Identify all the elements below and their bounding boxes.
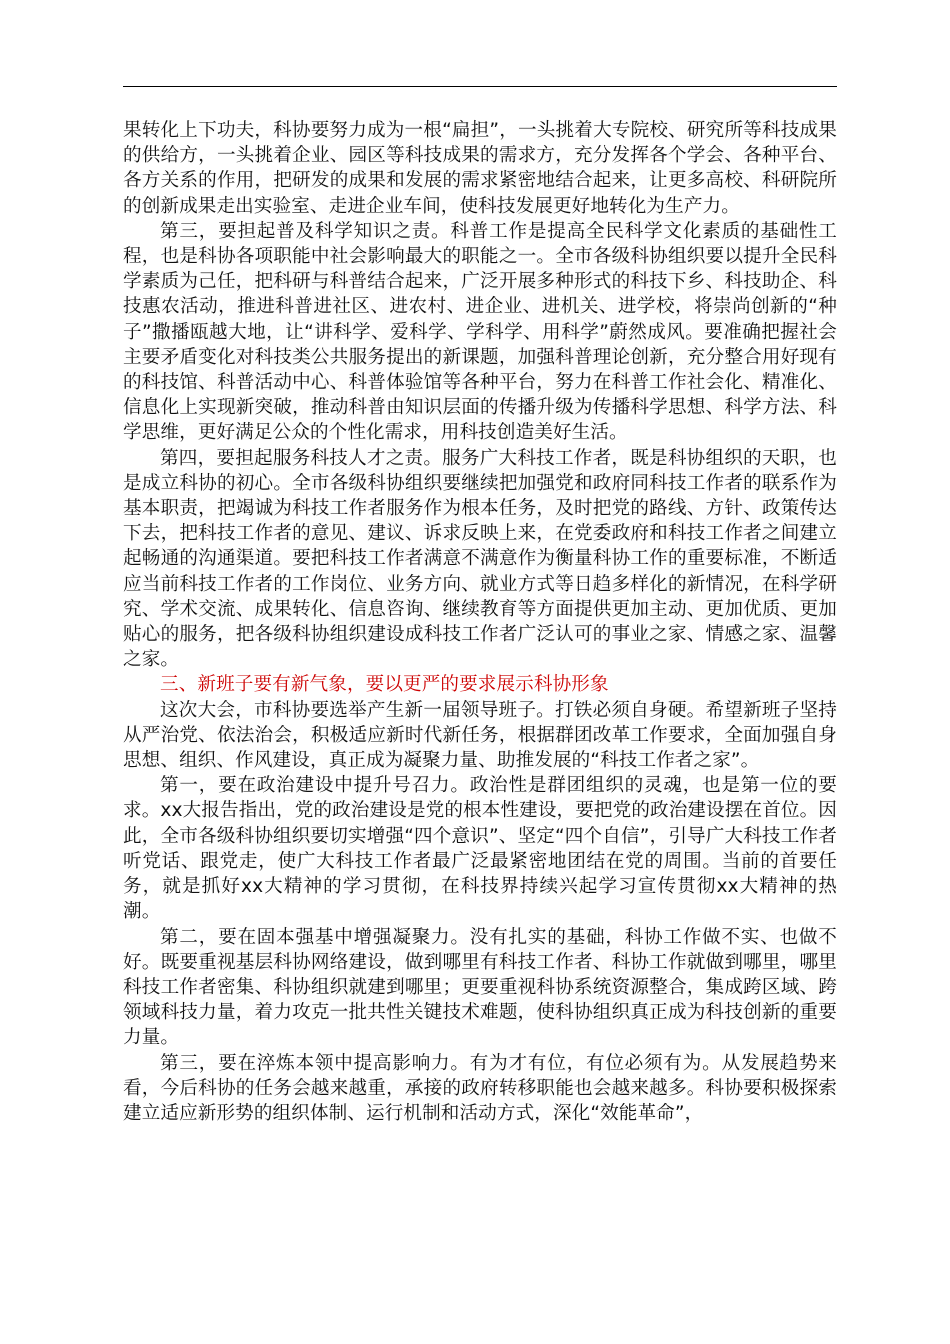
paragraph-p1: 果转化上下功夫，科协要努力成为一根“扁担”，一头挑着大专院校、研究所等科技成果的供给方，一头挑着企业、园区等科技成果的需求方，充分发挥各个学会、各种平台、各方关系的作用，把研发的成果和发展的需求紧密地结合起来，让更多高校、科研院所的创新成果走出实验室、走进企业车间，使科技发展更好地转化为生产力。 (123, 120, 837, 217)
header-rule (123, 86, 837, 87)
document-body (123, 118, 837, 1126)
paragraph-p7: 第三，要在淬炼本领中提高影响力。有为才有位，有位必须有为。从发展趋势来看，今后科协的任务会越来越重，承接的政府转移职能也会越来越多。科协要积极探索建立适应新形势的组织体制、运行机制和活动方式，深化“效能革命”， (123, 1052, 837, 1124)
paragraph-p6: 第二，要在固本强基中增强凝聚力。没有扎实的基础，科协工作做不实、也做不好。既要重视基层科协网络建设，做到哪里有科技工作者、科协工作就做到哪里，哪里科技工作者密集、科协组织就建到哪里；更要重视科协系统资源整合，集成跨区域、跨领域科技力量，着力攻克一批共性关键技术难题，使科协组织真正成为科技创新的重要力量。 (123, 926, 837, 1049)
paragraph-p4: 这次大会，市科协要选举产生新一届领导班子。打铁必须自身硬。希望新班子坚持从严治党、依法治会，积极适应新时代新任务，根据群团改革工作要求，全面加强自身思想、组织、作风建设，真正成为凝聚力量、助推发展的“科技工作者之家”。 (123, 699, 837, 772)
paragraph-p3: 第四，要担起服务科技人才之责。服务广大科技工作者，既是科协组织的天职，也是成立科协的初心。全市各级科协组织要继续把加强党和政府同科技工作者的联系作为基本职责，把竭诚为科技工作者服务作为根本任务，及时把党的路线、方针、政策传达下去，把科技工作者的意见、建议、诉求反映上来，在党委政府和科技工作者之间建立起畅通的沟通渠道。要把科技工作者满意不满意作为衡量科协工作的重要标准，不断适应当前科技工作者的工作岗位、业务方向、就业方式等日趋多样化的新情况，在科学研究、学术交流、成果转化、信息咨询、继续教育等方面提供更加主动、更加优质、更加贴心的服务，把各级科协组织建设成科技工作者广泛认可的事业之家、情感之家、温馨之家。 (123, 447, 837, 671)
paragraph-p5: 第一，要在政治建设中提升号召力。政治性是群团组织的灵魂，也是第一位的要求。xx大报告指出，党的政治建设是党的根本性建设，要把党的政治建设摆在首位。因此，全市各级科协组织要切实增强“四个意识”、坚定“四个自信”，引导广大科技工作者听党话、跟党走，使广大科技工作者最广泛最紧密地团结在党的周围。当前的首要任务，就是抓好xx大精神的学习贯彻，在科技界持续兴起学习宣传贯彻xx大精神的热潮。 (123, 775, 837, 923)
section-heading-3: 三、新班子要有新气象，要以更严的要求展示科协形象 (160, 674, 609, 696)
paragraph-p2: 第三，要担起普及科学知识之责。科普工作是提高全民科学文化素质的基础性工程，也是科协各项职能中社会影响最大的职能之一。全市各级科协组织要以提升全民科学素质为己任，把科研与科普结合起来，广泛开展多种形式的科技下乡、科技助企、科技惠农活动，推进科普进社区、进农村、进企业、进机关、进学校，将崇尚创新的“种子”撒播瓯越大地，让“讲科学、爱科学、学科学、用科学”蔚然成风。要准确把握社会主要矛盾变化对科技类公共服务提出的新课题，加强科普理论创新，充分整合用好现有的科技馆、科普活动中心、科普体验馆等各种平台，努力在科普工作社会化、精准化、信息化上实现新突破，推动科普由知识层面的传播升级为传播科学思想、科学方法、科学思维，更好满足公众的个性化需求，用科技创造美好生活。 (123, 220, 837, 444)
